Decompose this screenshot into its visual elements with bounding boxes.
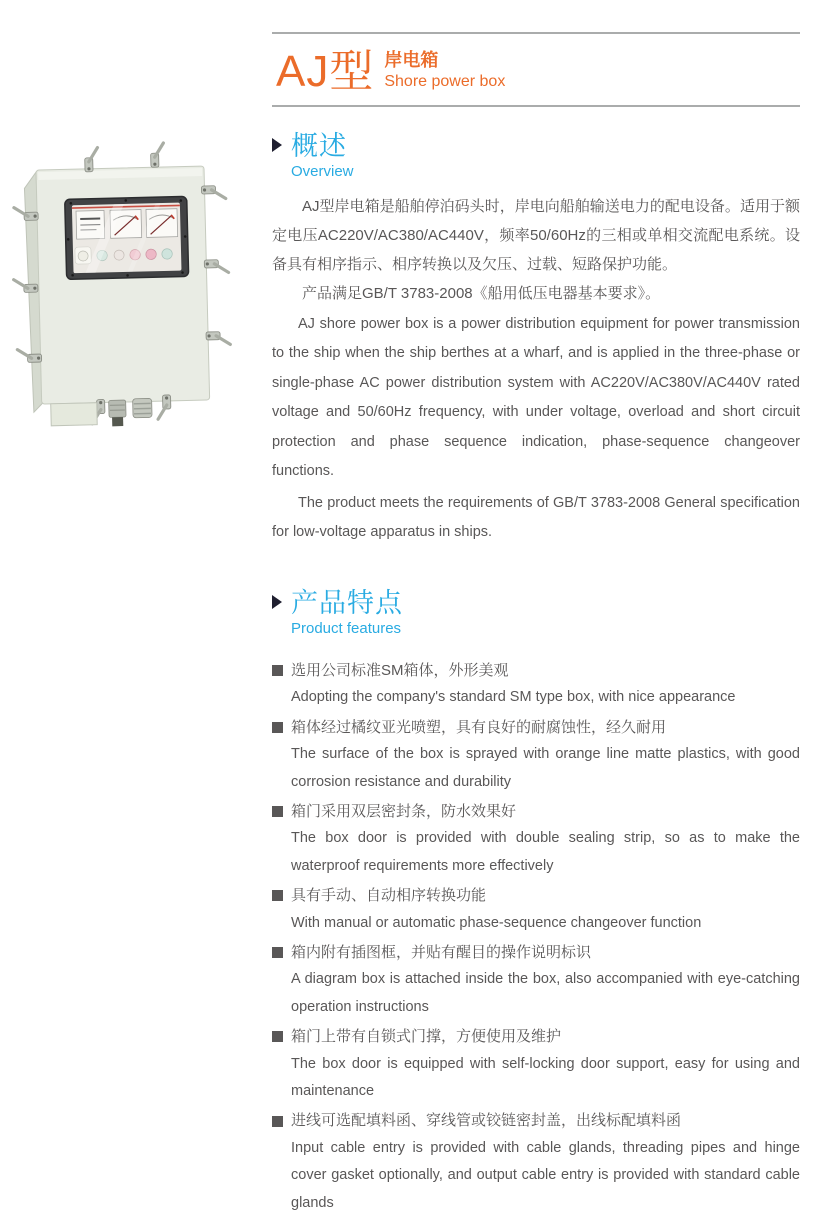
feature-text-en: With manual or automatic phase-sequence changeover function	[272, 910, 800, 937]
feature-list	[272, 657, 800, 1217]
indicator-light-teal-2	[162, 249, 173, 260]
feature-text-cn: 选用公司标准SM箱体，外形美观	[291, 657, 509, 684]
feature-item	[272, 657, 800, 712]
product-subtitle-en: Shore power box	[384, 72, 505, 91]
overview-paragraph-en-2: The product meets the requirements of GB/T 3783-2008 General specification for low-voltage apparatus in ships.	[272, 489, 800, 548]
triangle-right-icon	[272, 595, 282, 609]
indicator-light-grey	[114, 250, 124, 260]
triangle-right-icon	[272, 138, 282, 152]
cable-gland-2	[133, 398, 152, 417]
feature-text-cn: 具有手动、自动相序转换功能	[291, 882, 486, 909]
overview-heading-en: Overview	[291, 163, 354, 180]
bottom-junction-box	[51, 403, 98, 426]
overview-section	[272, 131, 800, 548]
feature-text-cn: 箱门上带有自锁式门撑，方便使用及维护	[291, 1023, 561, 1050]
features-section	[272, 588, 800, 1217]
feature-text-cn: 箱门采用双层密封条，防水效果好	[291, 798, 516, 825]
title-rule-bottom	[272, 105, 800, 107]
bullet-square-icon	[272, 806, 283, 817]
feature-text-en: A diagram box is attached inside the box, also accompanied with eye-catching operation instructions	[272, 966, 800, 1021]
bullet-square-icon	[272, 722, 283, 733]
overview-paragraph-en-1: AJ shore power box is a power distribution equipment for power transmission to the ship when the ship berthes at a wharf, and is applied in the three-phase or single-phase AC power distribution system with AC220V/AC380V/AC440V rated voltage and 50/60Hz frequency, with under voltage, overload and short circuit protection and phase sequence indication, phase-sequence changeover functions.	[272, 310, 800, 487]
content-column	[272, 0, 800, 1219]
shore-power-box-illustration	[6, 142, 242, 442]
overview-heading-cn: 概述	[291, 131, 354, 162]
product-model: AJ型	[276, 51, 374, 93]
cable-gland-1	[109, 400, 127, 426]
feature-item	[272, 882, 800, 937]
feature-text-en: The surface of the box is sprayed with orange line matte plastics, with good corrosion resistance and durability	[272, 741, 800, 796]
bullet-square-icon	[272, 947, 283, 958]
feature-item	[272, 714, 800, 796]
bullet-square-icon	[272, 1116, 283, 1127]
feature-item	[272, 1107, 800, 1217]
bullet-square-icon	[272, 890, 283, 901]
indicator-light-pink-2	[146, 249, 157, 260]
overview-heading	[272, 131, 800, 180]
feature-text-cn: 箱体经过橘纹亚光喷塑，具有良好的耐腐蚀性，经久耐用	[291, 714, 666, 741]
analog-meter-1	[76, 210, 105, 239]
product-subtitle-cn: 岸电箱	[384, 50, 505, 72]
overview-paragraph-cn-1: AJ型岸电箱是船舶停泊码头时，岸电向船舶输送电力的配电设备。适用于额定电压AC220V/AC380/AC440V，频率50/60Hz的三相或单相交流配电系统。设备具有相序指示、相序转换以及欠压、过载、短路保护功能。	[272, 192, 800, 279]
feature-text-en: The box door is equipped with self-locking door support, easy for using and maintenance	[272, 1051, 800, 1106]
overview-paragraph-cn-2: 产品满足GB/T 3783-2008《船用低压电器基本要求》。	[272, 279, 800, 308]
features-heading-en: Product features	[291, 620, 403, 637]
feature-text-cn: 箱内附有插图框，并贴有醒目的操作说明标识	[291, 939, 591, 966]
feature-text-en: Input cable entry is provided with cable glands, threading pipes and hinge cover gasket optionally, and output cable entry is provided with standard cable glands	[272, 1135, 800, 1217]
product-title-block	[272, 34, 800, 105]
feature-text-en: Adopting the company's standard SM type box, with nice appearance	[272, 684, 800, 711]
feature-item	[272, 939, 800, 1021]
product-photo	[6, 142, 242, 442]
features-heading-cn: 产品特点	[291, 588, 403, 619]
bullet-square-icon	[272, 665, 283, 676]
feature-text-cn: 进线可选配填料函、穿线管或铰链密封盖，出线标配填料函	[291, 1107, 681, 1134]
indicator-light-white	[78, 251, 88, 261]
feature-item	[272, 1023, 800, 1105]
product-subtitle	[384, 50, 505, 93]
feature-text-en: The box door is provided with double sealing strip, so as to make the waterproof requirements more effectively	[272, 825, 800, 880]
feature-item	[272, 798, 800, 880]
features-heading	[272, 588, 800, 637]
bullet-square-icon	[272, 1031, 283, 1042]
